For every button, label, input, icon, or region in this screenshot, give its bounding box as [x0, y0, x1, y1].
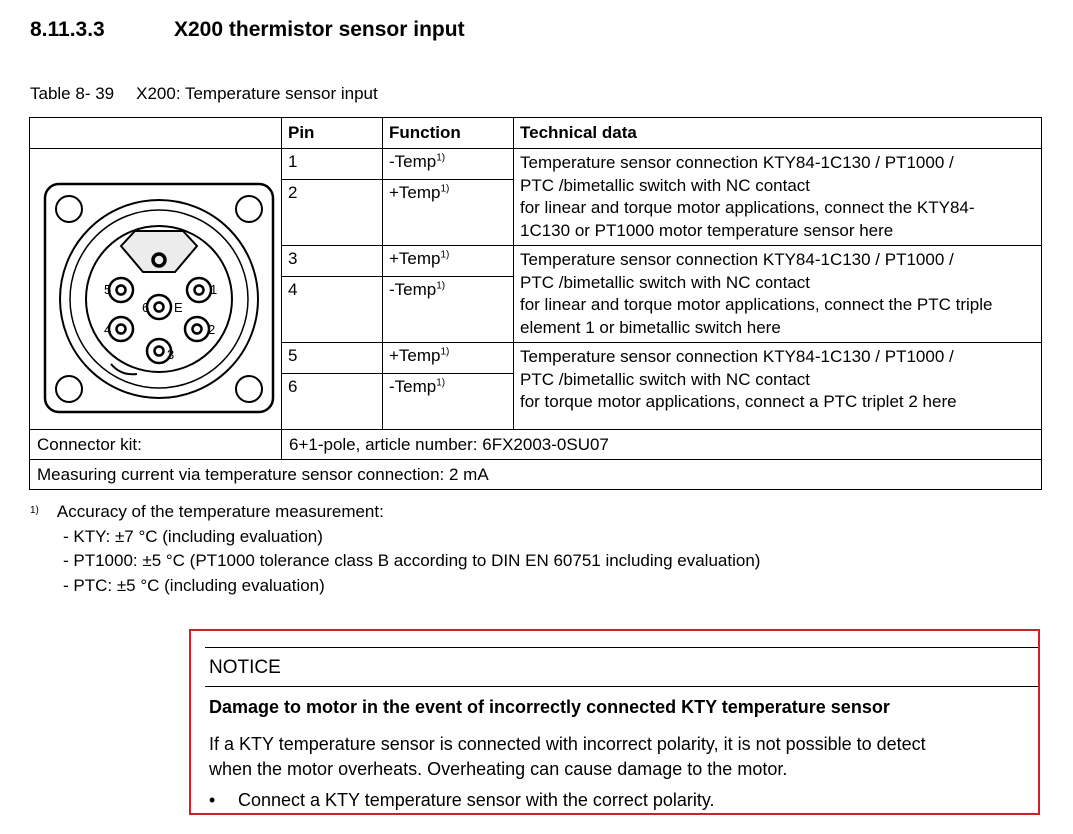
tech-line: for torque motor applications, connect a PTC triplet 2 here	[520, 392, 957, 411]
measuring-current-row	[30, 460, 1042, 490]
pin-label-6: 6	[141, 300, 149, 315]
function-text: +Temp	[389, 249, 441, 268]
technical-data-cell	[514, 246, 1042, 343]
connector-diagram-cell	[30, 149, 282, 430]
table-caption-title: X200: Temperature sensor input	[136, 84, 378, 103]
pin-label-2: 2	[207, 322, 215, 337]
footnote-item: - PT1000: ±5 °C (PT1000 tolerance class B according to DIN EN 60751 including evaluation)	[63, 551, 761, 570]
pin-number: 2	[282, 180, 383, 246]
tech-line: for linear and torque motor applications, connect the PTC triple	[520, 295, 993, 314]
pin-function	[383, 277, 514, 343]
notice-body-line: when the motor overheats. Overheating can cause damage to the motor.	[209, 759, 788, 779]
tech-line: element 1 or bimetallic switch here	[520, 317, 781, 337]
notice-title: NOTICE	[205, 647, 1038, 687]
pin-function	[383, 149, 514, 180]
mounting-hole-icon	[236, 196, 262, 222]
pin-number: 3	[282, 246, 383, 277]
measuring-current-text: Measuring current via temperature sensor connection: 2 mA	[30, 460, 1042, 490]
pin-4	[109, 317, 133, 341]
footnote-ref: 1)	[440, 249, 450, 261]
section-number: 8.11.3.3	[30, 18, 105, 41]
pin-label-4: 4	[103, 322, 111, 337]
pin-5	[109, 278, 133, 302]
pin-label-earth: E	[173, 300, 183, 315]
function-text: +Temp	[389, 183, 441, 202]
bullet-icon: •	[209, 790, 216, 810]
pin-function	[383, 374, 514, 430]
pin-function	[383, 246, 514, 277]
notice-box	[189, 629, 1040, 815]
connector-kit-row	[30, 430, 1042, 460]
footnote-item: - PTC: ±5 °C (including evaluation)	[63, 575, 325, 595]
function-text: -Temp	[389, 377, 437, 396]
section-title: X200 thermistor sensor input	[174, 18, 465, 41]
function-text: -Temp	[389, 152, 437, 171]
footnote-ref: 1)	[440, 183, 450, 195]
pin-number: 6	[282, 374, 383, 430]
header-pin: Pin	[282, 118, 383, 149]
pin-function	[383, 343, 514, 374]
pin-label-3: 3	[166, 347, 174, 362]
function-text: -Temp	[389, 280, 437, 299]
table-caption	[30, 84, 378, 104]
outer-ring	[60, 200, 258, 398]
tech-line: Temperature sensor connection KTY84-1C130 / PT1000 /	[520, 347, 954, 366]
header-diagram	[30, 118, 282, 149]
mounting-hole-icon	[56, 196, 82, 222]
mounting-hole-icon	[56, 376, 82, 402]
connector-kit-value: 6+1-pole, article number: 6FX2003-0SU07	[282, 430, 1042, 460]
footnote-heading: Accuracy of the temperature measurement:	[56, 502, 384, 521]
footnote-mark: 1)	[30, 505, 39, 516]
latch-icon	[111, 364, 137, 374]
pin-label-1: 1	[209, 282, 217, 297]
table-caption-number: Table 8- 39	[30, 84, 115, 103]
table-header-row	[30, 118, 1042, 149]
pin-number: 1	[282, 149, 383, 180]
pin-1	[187, 278, 211, 302]
pin-assignment-table	[29, 117, 1042, 490]
tech-line: 1C130 or PT1000 motor temperature sensor here	[520, 220, 894, 240]
tech-line: PTC /bimetallic switch with NC contact	[520, 369, 811, 389]
pin-number: 5	[282, 343, 383, 374]
notice-body-line: If a KTY temperature sensor is connected with incorrect polarity, it is not possible to detect	[209, 734, 926, 754]
footnote	[30, 500, 760, 598]
footnote-ref: 1)	[436, 280, 446, 292]
pin-function	[383, 180, 514, 246]
pin-6	[147, 295, 171, 319]
tech-line: Temperature sensor connection KTY84-1C130 / PT1000 /	[520, 250, 954, 269]
footnote-ref: 1)	[436, 377, 446, 389]
notice-heading: Damage to motor in the event of incorrectly connected KTY temperature sensor	[209, 697, 890, 717]
pin-label-5: 5	[103, 282, 111, 297]
footnote-ref: 1)	[436, 152, 446, 164]
tech-line: for linear and torque motor applications, connect the KTY84-	[520, 198, 975, 217]
notice-body	[205, 732, 1038, 782]
footnote-item: - KTY: ±7 °C (including evaluation)	[63, 526, 323, 546]
technical-data-cell	[514, 149, 1042, 246]
connector-kit-label: Connector kit:	[30, 430, 282, 460]
notice-bullet-item	[205, 789, 1038, 811]
header-technical-data: Technical data	[514, 118, 1042, 149]
connector-pinout-diagram	[33, 154, 279, 418]
pin-2	[185, 317, 209, 341]
footnote-ref: 1)	[440, 346, 450, 358]
notice-bullet-text: Connect a KTY temperature sensor with the correct polarity.	[238, 790, 715, 810]
pin-number: 4	[282, 277, 383, 343]
function-text: +Temp	[389, 346, 441, 365]
tech-line: Temperature sensor connection KTY84-1C130 / PT1000 /	[520, 153, 954, 172]
tech-line: PTC /bimetallic switch with NC contact	[520, 175, 811, 195]
table-row	[30, 149, 1042, 180]
mounting-hole-icon	[236, 376, 262, 402]
technical-data-cell	[514, 343, 1042, 430]
tech-line: PTC /bimetallic switch with NC contact	[520, 272, 811, 292]
header-function: Function	[383, 118, 514, 149]
